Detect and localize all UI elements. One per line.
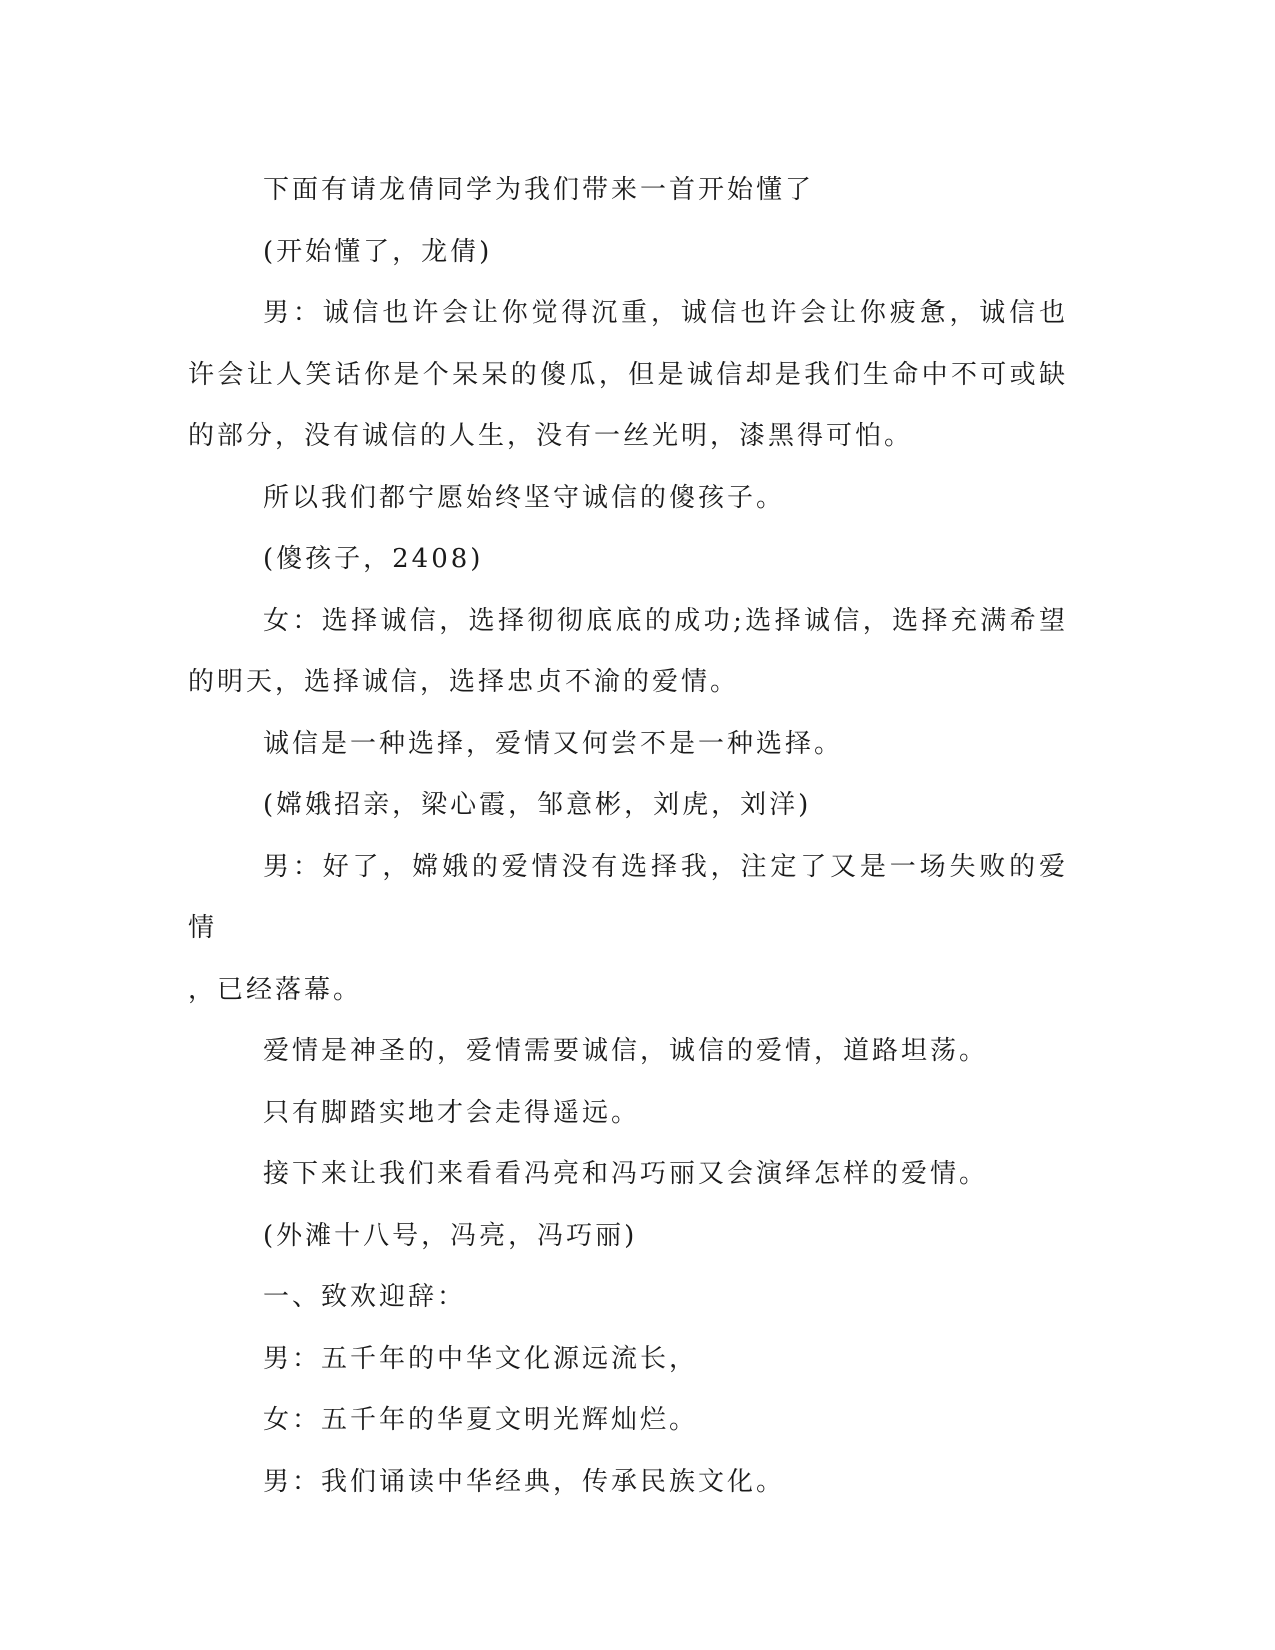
paragraph-female-choice: 女：选择诚信，选择彻彻底底的成功;选择诚信，选择充满希望的明天，选择诚信，选择忠贞不渝的爱情。: [188, 605, 1068, 697]
section-heading-welcome: 一、致欢迎辞：: [263, 1282, 467, 1312]
paragraph-program-note: (嫦娥招亲，梁心霞，邹意彬，刘虎，刘洋): [263, 790, 812, 820]
paragraph-program-note: (外滩十八号，冯亮，冯巧丽): [263, 1220, 638, 1251]
paragraph-female-civilization: 女：五千年的华夏文明光辉灿烂。: [263, 1405, 699, 1435]
paragraph-male-classics: 男：我们诵读中华经典，传承民族文化。: [263, 1466, 786, 1497]
paragraph-intro: 下面有请龙倩同学为我们带来一首开始懂了: [263, 175, 815, 205]
paragraph-male-love: 男：好了，嫦娥的爱情没有选择我，注定了又是一场失败的爱情: [188, 851, 1068, 943]
paragraph-male-sincerity: 男：诚信也许会让你觉得沉重，诚信也许会让你疲惫，诚信也许会让人笑话你是个呆呆的傻瓜，但是诚信却是我们生命中不可或缺的部分，没有诚信的人生，没有一丝光明，漆黑得可怕。: [188, 298, 1068, 451]
paragraph-curtain-fall: ，已经落幕。: [188, 974, 363, 1005]
paragraph-program-note: (开始懂了，龙倩): [263, 236, 493, 267]
document-body: [188, 160, 1068, 1513]
paragraph-male-culture: 男：五千年的中华文化源远流长，: [263, 1343, 699, 1374]
paragraph-silly-child: 所以我们都宁愿始终坚守诚信的傻孩子。: [263, 482, 786, 513]
paragraph-next-act: 接下来让我们来看看冯亮和冯巧丽又会演绎怎样的爱情。: [263, 1159, 989, 1189]
paragraph-program-note: (傻孩子，2408): [263, 544, 484, 574]
paragraph-sacred-love: 爱情是神圣的，爱情需要诚信，诚信的爱情，道路坦荡。: [263, 1036, 989, 1066]
paragraph-down-to-earth: 只有脚踏实地才会走得遥远。: [263, 1097, 641, 1128]
paragraph-choice: 诚信是一种选择，爱情又何尝不是一种选择。: [263, 728, 844, 759]
